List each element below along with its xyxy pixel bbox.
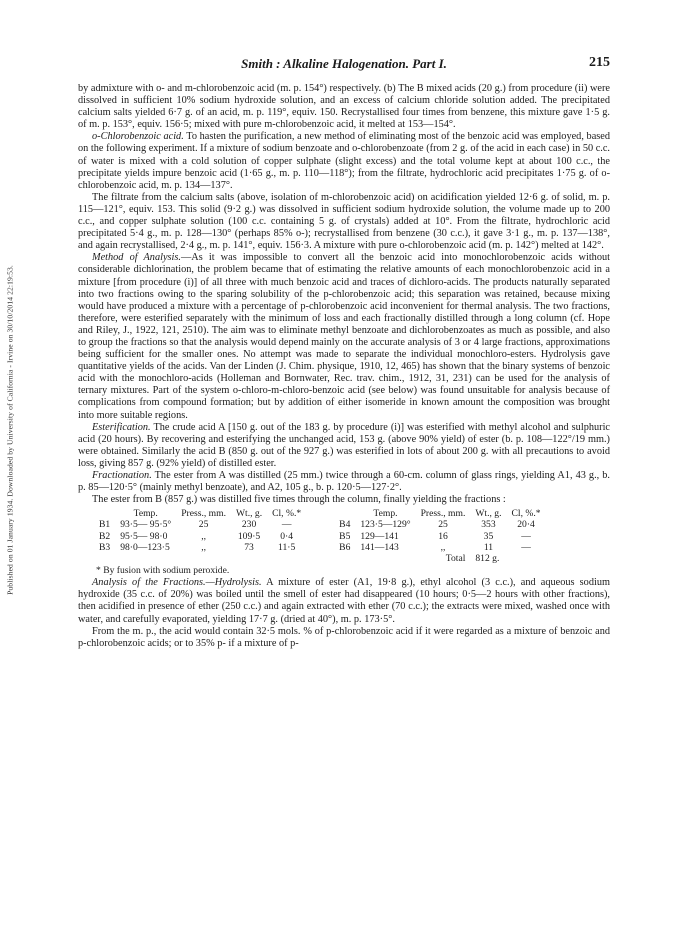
fraction-weight: 109·5 [237, 530, 261, 542]
table-header-cell: Wt., g. [475, 508, 502, 520]
table-header-cell: Wt., g. [235, 508, 263, 520]
fraction-chlorine: — [521, 530, 531, 542]
fraction-temp: 95·5— 98·0 [120, 530, 168, 542]
paragraph-text: The crude acid A [150 g. out of the 183 g. by procedure (i)] was esterified with methyl alcohol and sulphuric acid (20 hours). By recovering and esterifying the unchanged acid, 153 g. (above 90% yield) of ester (b. p. 108—122°/19 mm.) were obtained. Similarly the acid B (850 g. out of the 927 g.) was esterified in lots of about 200 g. with all precautions to avoid loss, giving 857 g. (92% yield) of distilled ester. [78, 421, 610, 469]
fraction-label: B5 [339, 530, 351, 542]
article-page [78, 57, 610, 650]
paragraph-esterification [78, 422, 610, 470]
table-gap [306, 519, 334, 530]
total-label: Total [445, 553, 466, 565]
download-notice [4, 150, 16, 710]
paragraph-method-of-analysis [78, 252, 610, 421]
section-heading-analysis: Analysis of the Fractions.—Hydrolysis. [92, 577, 262, 589]
fraction-pressure: 16 [438, 530, 448, 542]
paragraph-continuation: by admixture with o- and m-chlorobenzoic acid (m. p. 154°) respectively. (b) The B mixed acids (20 g.) from procedure (ii) were dissolved in sufficient 10% sodium hydroxide solution, and an excess of calcium chloride solution added. The precipitated calcium salts yielded 6·7 g. of an acid, m. p. 119°, equiv. 150. Recrystallised four times from benzene, this mixture gave 1·5 g. of m. p. 153°, equiv. 156·5; mixed with pure m-chlorobenzoic acid, it melted at 153—154°. [78, 83, 610, 131]
table-gap [306, 508, 334, 519]
paragraph-filtrate: The filtrate from the calcium salts (above, isolation of m-chlorobenzoic acid) on acidification yielded 12·6 g. of solid, m. p. 115—121°, equiv. 153. This solid (9·2 g.) was dissolved in sufficient sodium hydroxide solution, the volume made up to 200 c.c., and copper sulphate solution (100 c.c. containing 5 g. of crystals) added at 10°. From the filtrate, hydrochloric acid precipitated 5·4 g., m. p. 128—130° (perhaps 85% o-); recrystallised from benzene (30 c.c.), it gave 3·1 g., m. p. 137—138°, and again recrystallised, 2·4 g., m. p. 141°, equiv. 156·3. A mixture with pure o-chlorobenzoic acid (m. p. 142°) melted at 142°. [78, 191, 610, 252]
table-header-row [94, 508, 546, 519]
section-heading-esterification: Esterification. [92, 421, 151, 433]
paragraph-fractionation [78, 470, 610, 494]
fraction-chlorine: — [521, 541, 531, 553]
section-heading-o-chlorobenzoic: o-Chlorobenzoic acid. [92, 131, 184, 143]
table-header-cell: Temp. [133, 508, 158, 520]
table-row [94, 542, 546, 553]
paragraph-text: —As it was impossible to convert all the benzoic acid into monochlorobenzoic acids without considerable dichlorination, the problem became that of estimating the relative amounts of each monochlorobenzoic acid in a mixture [from procedure (i)] of all three with much benzoic acid and traces of dichloro-acids. The products naturally separated into two fractions owing to the sparing solubility of the p-chlorobenzoic acid; this separation was retained, because mixing would have produced a mixture with a percentage of p-chlorobenzoic acid inconvenient for thermal analysis. The two fractions, therefore, were esterified separately with the minimum of loss and each fractionally distilled through a long column (cf. Hope and Riley, J., 1922, 121, 2510). The aim was to eliminate methyl benzoate and dichlorobenzoates as much as possible, and also to group the fractions so that the analysis would depend mainly on the accurate analysis of 3 or 4 large fractions, approximations being sufficient for the smaller ones. No attempt was made to separate the individual monochloro-esters. Hydrolysis gave quantitative yields of the acids. Van der Linden (J. Chim. physique, 1910, 12, 465) has shown that the binary systems of benzoic acid with the monochloro-acids (Holleman and Bornwater, Rec. trav. chim., 1912, 31, 231) can be used for the analysis of ternary mixtures. Part of the system o-chloro-m-chloro-benzoic acid (see below) was found unsuitable for analysis because of complications from compound formation; but by addition of either isomeride in known amount the composition was brought into more suitable regions. [78, 252, 610, 421]
table-header-cell: Temp. [373, 508, 398, 520]
paragraph-text: A mixture of ester (A1, 19·8 g.), ethyl alcohol (3 c.c.), and aqueous sodium hydroxide (35 c.c. of 20%) was boiled until the smell of ester had disappeared (10 hours; 0·5—2 hours with other fractions), then acidified in presence of ether (250 c.c.) and again extracted with ether (70 c.c.); the extracts were mixed, washed once with water, and carefully evaporated, yielding 17·7 g. (dried at 40°), m. p. 173·5°. [78, 577, 610, 625]
table-footnote: * By fusion with sodium peroxide. [96, 565, 230, 577]
table-spacer [94, 553, 416, 564]
fraction-pressure: 25 [198, 519, 209, 531]
table-header-cell [94, 508, 115, 519]
fraction-pressure: ,, [201, 541, 206, 553]
fraction-label: B2 [99, 530, 111, 542]
paragraph-ester-from-b: The ester from B (857 g.) was distilled five times through the column, finally yielding the fractions : [92, 494, 506, 506]
fraction-chlorine: 0·4 [280, 530, 294, 542]
fraction-label: B1 [99, 519, 111, 531]
fraction-chlorine: 11·5 [278, 541, 296, 553]
section-heading-fractionation: Fractionation. [92, 470, 152, 481]
download-notice-text: Published on 01 January 1934. Downloaded by University of California - Irvine on 30/10/2014 22:19:53. [5, 265, 15, 595]
fraction-pressure: ,, [440, 541, 446, 553]
fraction-temp: 98·0—123·5 [120, 541, 170, 553]
fraction-label: B3 [99, 541, 111, 553]
fraction-pressure: ,, [201, 530, 206, 542]
paragraph-analysis-of-fractions [78, 577, 610, 625]
fraction-label: B4 [339, 519, 351, 531]
table-header-cell: Press., mm. [420, 508, 466, 520]
table-header-cell: Cl, %.* [272, 508, 302, 520]
fraction-weight: 11 [483, 541, 494, 553]
table-row [94, 519, 546, 530]
page-number: 215 [589, 55, 610, 70]
running-title: Smith : Alkaline Halogenation. Part I. [241, 56, 447, 71]
total-value: 812 g. [475, 553, 500, 565]
fraction-temp: 129—141 [360, 530, 399, 542]
fraction-weight: 73 [244, 541, 254, 553]
fraction-temp: 141—143 [360, 541, 399, 553]
fraction-label: B6 [339, 541, 351, 553]
paragraph-from-mp: From the m. p., the acid would contain 32·5 mols. % of p-chlorobenzoic acid if it were regarded as a mixture of benzoic and p-chlorobenzoic acids; or to 35% p- if a mixture of p- [78, 625, 610, 649]
section-heading-method-of-analysis: Method of Analysis. [92, 252, 181, 264]
fraction-chlorine: — [281, 519, 292, 531]
table-gap [306, 531, 334, 542]
table-header-cell [334, 508, 355, 519]
fraction-chlorine: 20·4 [517, 519, 535, 531]
paragraph-text: To hasten the purification, a new method of eliminating most of the benzoic acid was employed, based on the following experiment. If a mixture of sodium benzoate and o-chlorobenzoate (from 2 g. of the acid in each case) in 50 c.c. of water is mixed with a cold solution of copper sulphate (slight excess) and the total volume kept at about 100 c.c., the precipitate yields impure benzoic acid (1·65 g., m. p. 110—118°); from the filtrate, hydrochloric acid precipitates 1·75 g. of o-chlorobenzoic acid, m. p. 134—137°. [78, 131, 610, 191]
table-header-cell: Cl, %.* [511, 508, 541, 520]
fraction-pressure: 25 [438, 519, 448, 531]
fractions-table [94, 508, 546, 564]
paragraph-o-chlorobenzoic [78, 131, 610, 191]
running-header [78, 57, 610, 75]
fraction-temp: 123·5—129° [360, 519, 411, 531]
table-gap [306, 542, 334, 553]
fraction-weight: 353 [481, 519, 496, 531]
fraction-weight: 35 [483, 530, 494, 542]
table-total-row [94, 553, 546, 564]
fraction-weight: 230 [241, 519, 257, 531]
fraction-temp: 93·5— 95·5° [120, 519, 172, 531]
paragraph-text: The ester from A was distilled (25 mm.) twice through a 60-cm. column of glass rings, yielding A1, 43 g., b. p. 85—120·5° (mainly methyl benzoate), and A2, 105 g., b. p. 120·5—127·2°. [78, 470, 610, 494]
table-row [94, 531, 546, 542]
table-header-cell: Press., mm. [181, 508, 226, 520]
